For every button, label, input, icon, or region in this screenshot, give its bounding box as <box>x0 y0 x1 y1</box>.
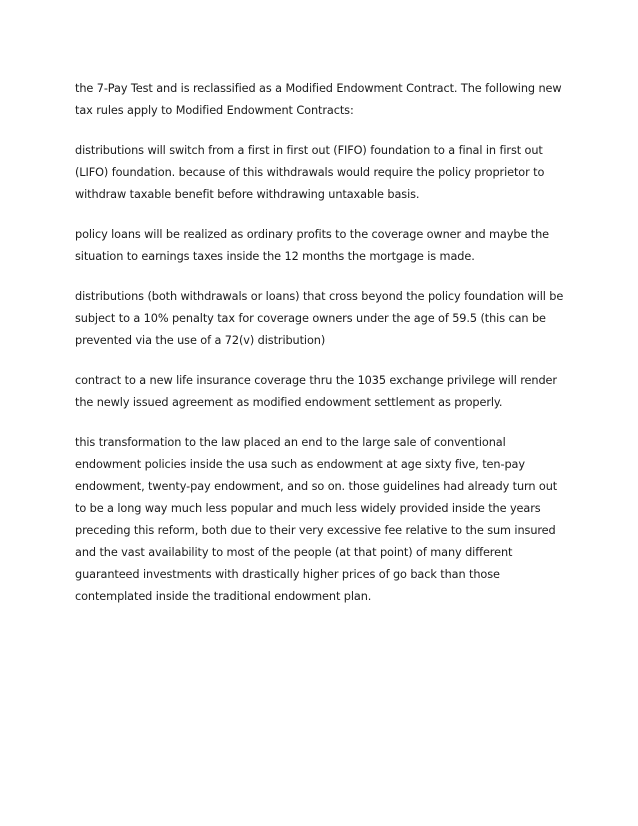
paragraph-law-change: this transformation to the law placed an end to the large sale of conventional endowment policies inside the usa such as endowment at age sixty five, ten-pay endowment, twenty-pay endowment, and so on. those guidelines had already turn out to be a long way much less popular and much less widely provided inside the years preceding this reform, both due to their very excessive fee relative to the sum insured and the vast availability to most of the people (at that point) of many different guaranteed investments with drastically higher prices of go back than those contemplated inside the traditional endowment plan. <box>75 436 558 603</box>
paragraph-lifo-distributions: distributions will switch from a first in first out (FIFO) foundation to a final in first out (LIFO) foundation. because of this withdrawals would require the policy proprietor to withdraw taxable benefit before withdrawing untaxable basis. <box>75 144 545 201</box>
paragraph-1035-exchange: contract to a new life insurance coverage thru the 1035 exchange privilege will render the newly issued agreement as modified endowment settlement as properly. <box>75 374 557 409</box>
document-body <box>75 78 565 626</box>
paragraph-penalty-tax: distributions (both withdrawals or loans) that cross beyond the policy foundation will be subject to a 10% penalty tax for coverage owners under the age of 59.5 (this can be prevented via the use of a 72(v) distribution) <box>75 290 564 347</box>
paragraph-mec-intro: the 7-Pay Test and is reclassified as a Modified Endowment Contract. The following new tax rules apply to Modified Endowment Contracts: <box>75 82 562 117</box>
paragraph-policy-loans: policy loans will be realized as ordinary profits to the coverage owner and maybe the situation to earnings taxes inside the 12 months the mortgage is made. <box>75 228 549 263</box>
